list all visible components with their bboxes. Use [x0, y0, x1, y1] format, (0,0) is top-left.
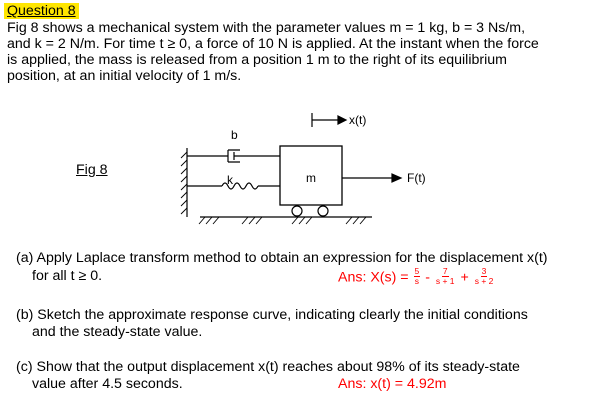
wheel-left [292, 206, 302, 216]
part-a-answer [338, 268, 495, 287]
fraction-denominator: s + 1 [435, 276, 455, 286]
intro-line-1: Fig 8 shows a mechanical system with the parameter values m = 1 kg, b = 3 Ns/m, [7, 20, 526, 36]
part-b-line-1: (b) Sketch the approximate response curve, indicating clearly the initial conditions [16, 307, 528, 323]
figure-caption: Fig 8 [76, 162, 108, 178]
fraction-numerator: 3 [481, 266, 487, 276]
fraction-denominator: s [414, 276, 419, 286]
fraction-7-over-s-plus-1 [435, 267, 456, 286]
part-a-line-2: for all t ≥ 0. [32, 268, 103, 284]
part-c-answer: Ans: x(t) = 4.92m [338, 376, 447, 392]
intro-line-3: is applied, the mass is released from a position 1 m to the right of its equilibrium [7, 52, 507, 68]
part-a-answer-prefix: Ans: X(s) = [338, 269, 413, 286]
part-a-line-1: (a) Apply Laplace transform method to obtain an expression for the displacement x(t) [16, 250, 548, 266]
operator-plus: + [456, 269, 473, 286]
intro-line-4: position, at an initial velocity of 1 m/s. [7, 68, 242, 84]
part-b-line-2: and the steady-state value. [32, 324, 203, 340]
mass-label: m [306, 171, 316, 185]
spring-label: k [227, 173, 233, 187]
wheel-right [318, 206, 328, 216]
displacement-label: x(t) [349, 113, 367, 127]
ground-hatch [199, 217, 366, 224]
damper-label: b [231, 128, 238, 142]
question-title: Question 8 [4, 3, 79, 19]
fraction-denominator: s + 2 [474, 276, 494, 286]
force-arrow [342, 174, 401, 182]
fraction-5-over-s [414, 267, 421, 286]
damper [187, 150, 280, 162]
fraction-numerator: 5 [414, 266, 420, 276]
operator-minus: - [421, 269, 434, 286]
force-label: F(t) [407, 171, 426, 185]
fraction-numerator: 7 [442, 266, 448, 276]
wall-hatch [181, 152, 187, 214]
part-c-line-1: (c) Show that the output displacement x(t) reaches about 98% of its steady-state [16, 359, 520, 375]
part-c-line-2: value after 4.5 seconds. [32, 376, 183, 392]
fraction-3-over-s-plus-2 [474, 267, 495, 286]
spring [187, 183, 280, 189]
displacement-arrow [312, 113, 346, 127]
intro-line-2: and k = 2 N/m. For time t ≥ 0, a force of 10 N is applied. At the instant when the force [7, 36, 539, 52]
